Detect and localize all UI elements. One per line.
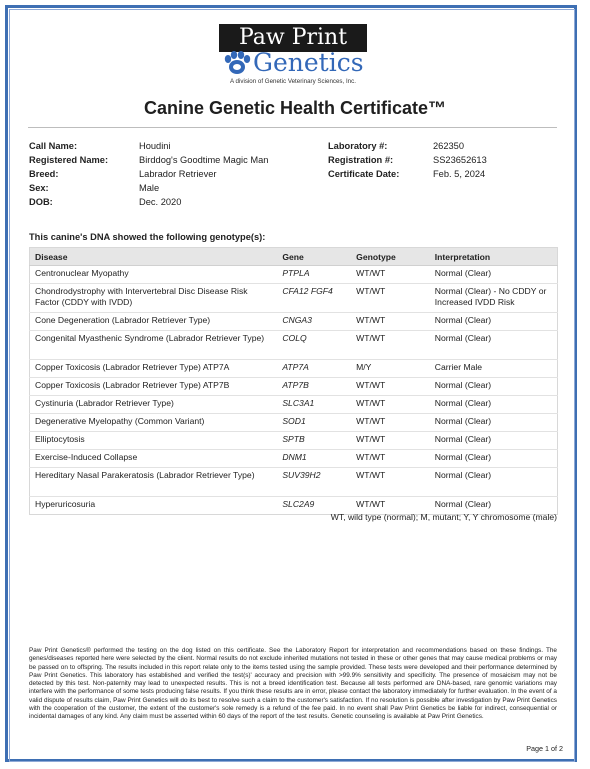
call-name-label: Call Name:	[29, 141, 78, 151]
genotype-table	[29, 247, 558, 515]
table-row	[30, 284, 558, 313]
gene-cell: ATP7B	[277, 378, 351, 396]
genotype-cell: WT/WT	[351, 313, 430, 331]
dog-info-block	[29, 139, 268, 209]
breed-value: Labrador Retriever	[139, 169, 217, 179]
paw-icon	[222, 50, 252, 76]
page-number: Page 1 of 2	[526, 744, 563, 753]
gene-cell: SUV39H2	[277, 468, 351, 497]
logo-tagline: A division of Genetic Veterinary Sciences, Inc.	[230, 78, 356, 85]
header-interpretation: Interpretation	[430, 248, 558, 266]
sex-label: Sex:	[29, 183, 49, 193]
genotype-cell: WT/WT	[351, 284, 430, 313]
certificate-title: Canine Genetic Health Certificate™	[143, 98, 447, 118]
gene-cell: ATP7A	[277, 360, 351, 378]
genotype-cell: WT/WT	[351, 468, 430, 497]
lab-number-value: 262350	[433, 141, 465, 151]
table-row	[30, 313, 558, 331]
interpretation-cell: Normal (Clear)	[430, 414, 558, 432]
disease-cell: Centronuclear Myopathy	[30, 266, 278, 284]
logo-genetics-text: Genetics	[253, 48, 364, 77]
interpretation-cell: Normal (Clear)	[430, 331, 558, 360]
disease-cell: Chondrodystrophy with Intervertebral Disc Disease Risk Factor (CDDY with IVDD)	[30, 284, 278, 313]
table-header-row	[30, 248, 558, 266]
disease-cell: Elliptocytosis	[30, 432, 278, 450]
gene-cell: SOD1	[277, 414, 351, 432]
disease-cell: Degenerative Myelopathy (Common Variant)	[30, 414, 278, 432]
disease-cell: Hyperuricosuria	[30, 497, 278, 515]
genotype-cell: WT/WT	[351, 266, 430, 284]
interpretation-cell: Normal (Clear)	[430, 497, 558, 515]
interpretation-cell: Normal (Clear)	[430, 378, 558, 396]
interpretation-cell: Normal (Clear)	[430, 266, 558, 284]
gene-cell: SPTB	[277, 432, 351, 450]
disclaimer-text: Paw Print Genetics® performed the testing on the dog listed on this certificate. See the Laboratory Report for interpretation and recommendations based on these findings. The genes/diseases reported here were selected by the client. Normal results do not exclude inherited mutations not tested in these or other genes that may cause medical problems or may be passed on to offspring. The results included in this report relate only to the items tested using the sample provided. These tests were developed and their performance determined by Paw Print Genetics. This laboratory has established and verified the test(s)' accuracy and precision with >99.9% sensitivity and specificity. The presence of mosaicism may not be detected by this test. Non-paternity may lead to unexpected results. This is not a breed identification test. Because all tests performed are DNA-based, rare genomic variations may interfere with the performance of some tests producing false results. If you think these results are in error, please contact the laboratory immediately for further evaluation. In the event of a valid dispute of results claim, Paw Print Genetics will do its best to resolve such a claim to the customer's satisfaction. If no resolution is possible after investigation by Paw Print Genetics with the cooperation of the customer, the extent of the customer's sole remedy is a refund of the fee paid. In no event shall Paw Print Genetics be liable for indirect, consequential or incidental damages of any kind. Any claim must be asserted within 60 days of the report of the test results. Genetic counseling is available at Paw Print Genetics.	[29, 647, 557, 720]
certificate-date-value: Feb. 5, 2024	[433, 169, 486, 179]
genotype-cell: WT/WT	[351, 432, 430, 450]
interpretation-cell: Normal (Clear)	[430, 468, 558, 497]
registration-number-value: SS23652613	[433, 155, 487, 165]
gene-cell: CNGA3	[277, 313, 351, 331]
disease-cell: Exercise-Induced Collapse	[30, 450, 278, 468]
gene-cell: COLQ	[277, 331, 351, 360]
interpretation-cell: Normal (Clear)	[430, 432, 558, 450]
paw-print-genetics-logo	[219, 24, 367, 90]
lab-number-label: Laboratory #:	[328, 141, 388, 151]
genotype-legend: WT, wild type (normal); M, mutant; Y, Y chromosome (male)	[330, 512, 557, 522]
table-row	[30, 378, 558, 396]
title-divider	[28, 127, 557, 128]
dob-label: DOB:	[29, 197, 53, 207]
genotype-cell: WT/WT	[351, 396, 430, 414]
genotype-cell: M/Y	[351, 360, 430, 378]
gene-cell: PTPLA	[277, 266, 351, 284]
genotype-cell: WT/WT	[351, 450, 430, 468]
genotype-cell: WT/WT	[351, 414, 430, 432]
genotype-cell: WT/WT	[351, 378, 430, 396]
interpretation-cell: Normal (Clear)	[430, 313, 558, 331]
genotype-cell: WT/WT	[351, 497, 430, 515]
table-row	[30, 360, 558, 378]
header-disease: Disease	[30, 248, 278, 266]
gene-cell: CFA12 FGF4	[277, 284, 351, 313]
disease-cell: Copper Toxicosis (Labrador Retriever Type) ATP7A	[30, 360, 278, 378]
table-row	[30, 414, 558, 432]
gene-cell: SLC3A1	[277, 396, 351, 414]
breed-label: Breed:	[29, 169, 59, 179]
registered-name-value: Birddog's Goodtime Magic Man	[139, 155, 269, 165]
interpretation-cell: Normal (Clear) - No CDDY or Increased IVDD Risk	[430, 284, 558, 313]
header-genotype: Genotype	[351, 248, 430, 266]
table-row	[30, 266, 558, 284]
gene-cell: SLC2A9	[277, 497, 351, 515]
interpretation-cell: Normal (Clear)	[430, 450, 558, 468]
lab-info-block	[328, 139, 487, 181]
table-row	[30, 450, 558, 468]
table-row	[30, 468, 558, 497]
table-row	[30, 432, 558, 450]
registered-name-label: Registered Name:	[29, 155, 109, 165]
registration-number-label: Registration #:	[328, 155, 394, 165]
table-row	[30, 396, 558, 414]
genotype-cell: WT/WT	[351, 331, 430, 360]
logo-paw-print-text: Paw Print	[219, 24, 367, 52]
sex-value: Male	[139, 183, 160, 193]
genotype-intro: This canine's DNA showed the following genotype(s):	[29, 232, 266, 242]
header-gene: Gene	[277, 248, 351, 266]
interpretation-cell: Carrier Male	[430, 360, 558, 378]
disease-cell: Hereditary Nasal Parakeratosis (Labrador Retriever Type)	[30, 468, 278, 497]
interpretation-cell: Normal (Clear)	[430, 396, 558, 414]
disease-cell: Congenital Myasthenic Syndrome (Labrador Retriever Type)	[30, 331, 278, 360]
dob-value: Dec. 2020	[139, 197, 182, 207]
disease-cell: Cone Degeneration (Labrador Retriever Type)	[30, 313, 278, 331]
disease-cell: Cystinuria (Labrador Retriever Type)	[30, 396, 278, 414]
certificate-date-label: Certificate Date:	[328, 169, 400, 179]
gene-cell: DNM1	[277, 450, 351, 468]
table-row	[30, 331, 558, 360]
call-name-value: Houdini	[139, 141, 171, 151]
disease-cell: Copper Toxicosis (Labrador Retriever Type) ATP7B	[30, 378, 278, 396]
